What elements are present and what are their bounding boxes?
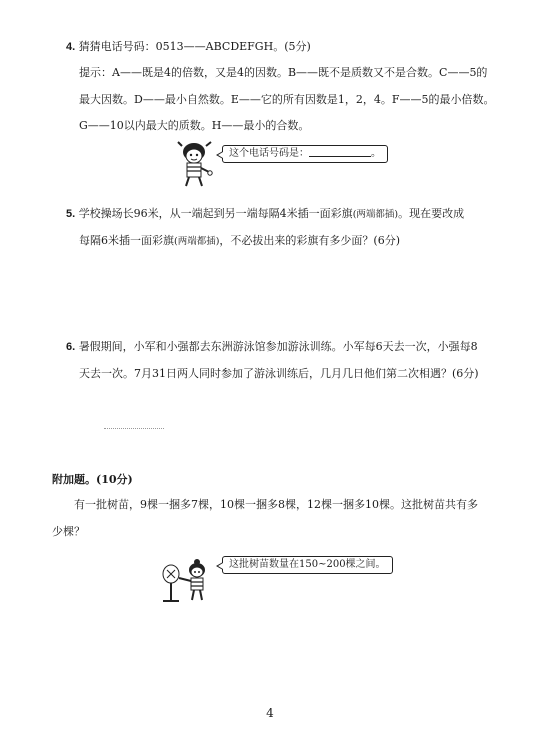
cartoon-girl-illustration xyxy=(176,140,214,190)
q4-bubble-prefix: 这个电话号码是： xyxy=(229,148,309,159)
q4-hint-line-3: G——10以内最大的质数。H——最小的合数。 xyxy=(79,119,310,132)
q6-line1: 暑假期间，小军和小强都去东洲游泳馆参加游泳训练。小军每6天去一次，小强每8 xyxy=(78,340,478,353)
bonus-line-2: 少棵？ xyxy=(52,525,85,538)
q5-line2-c: ，不必拔出来的彩旗有多少面？(6分) xyxy=(219,234,401,247)
q5-line1-c: 。现在要改成 xyxy=(398,207,465,220)
bonus-title: 附加题。(10分) xyxy=(52,473,133,486)
q5-line2-note: (两端都插) xyxy=(174,236,220,247)
bonus-line-1: 有一批树苗，9棵一捆多7棵，10棵一捆多8棵，12棵一捆多10棵。这批树苗共有多 xyxy=(74,498,478,511)
scan-mark xyxy=(104,428,164,431)
q6-number: 6. xyxy=(66,341,76,353)
q4-number: 4. xyxy=(66,41,76,53)
q6-line-1 xyxy=(66,340,478,354)
q6-line-2: 天去一次。7月31日两人同时参加了游泳训练后，几月几日他们第二次相遇？(6分) xyxy=(79,367,479,380)
q5-line-1 xyxy=(66,207,464,222)
q5-line2-a: 每隔6米插一面彩旗 xyxy=(79,234,174,247)
q4-answer-bubble xyxy=(222,145,388,163)
cartoon-girl-with-tree-illustration xyxy=(159,552,213,604)
page-number: 4 xyxy=(266,706,274,720)
q4-title-line xyxy=(66,40,311,54)
q4-title: 猜猜电话号码：0513——ABCDEFGH。(5分) xyxy=(78,40,311,53)
q5-line1-a: 学校操场长96米，从一端起到另一端每隔4米插一面彩旗 xyxy=(78,207,353,220)
q5-line1-note: (两端都插) xyxy=(352,209,399,220)
q4-bubble-suffix: 。 xyxy=(371,148,381,159)
answer-blank[interactable] xyxy=(309,146,371,157)
q5-line-2 xyxy=(79,234,400,249)
q4-hint-line-1: 提示：A——既是4的倍数，又是4的因数。B——既不是质数又不是合数。C——5的 xyxy=(79,66,488,79)
q4-hint-line-2: 最大因数。D——最小自然数。E——它的所有因数是1，2，4。F——5的最小倍数。 xyxy=(79,93,495,106)
bonus-hint-bubble: 这批树苗数量在150~200棵之间。 xyxy=(222,556,393,574)
q5-number: 5. xyxy=(66,208,76,220)
